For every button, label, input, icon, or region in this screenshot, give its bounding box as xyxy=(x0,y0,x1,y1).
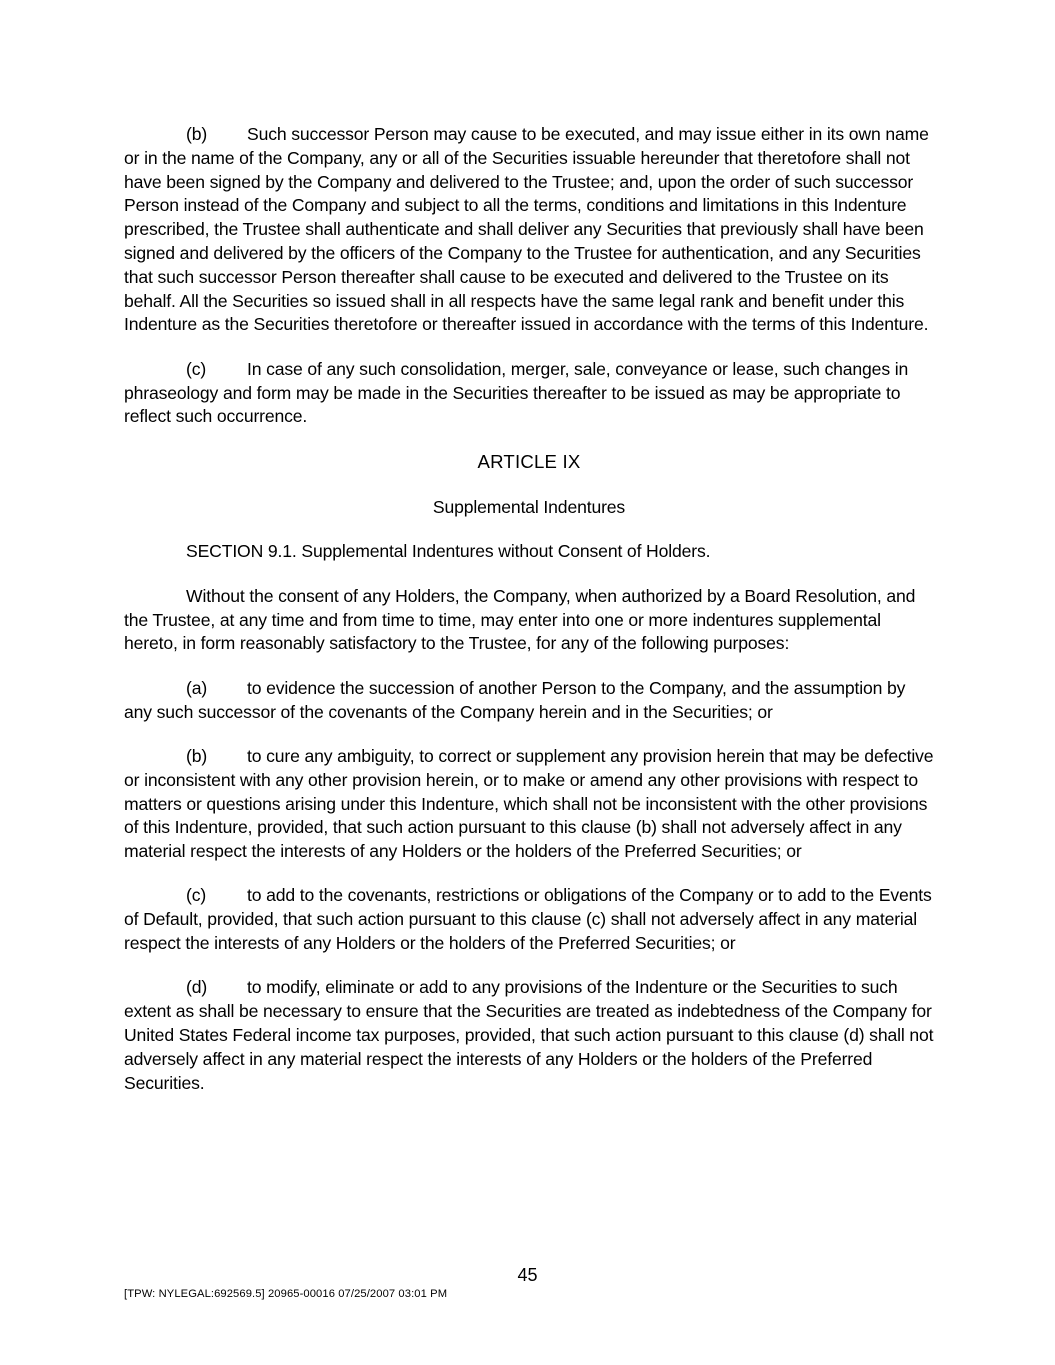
article-subtitle: Supplemental Indentures xyxy=(432,496,626,517)
paragraph-label: (c) xyxy=(186,358,207,379)
page-number: 45 xyxy=(517,1265,538,1285)
clause-text: to evidence the succession of another Person to the Company, and the assumption by any such successor of the covenants of the Company herein and in the Securities; or xyxy=(124,677,906,722)
document-footer: [TPW: NYLEGAL:692569.5] 20965-00016 07/25/2007 03:01 PM xyxy=(124,1288,448,1300)
clause-d xyxy=(124,976,934,1095)
paragraph-label: (b) xyxy=(186,124,208,144)
paragraph-text: Such successor Person may cause to be executed, and may issue either in its own name or in the name of the Company, any or all of the Securities issuable hereunder that theretofore shall not have been signed by the Company and delivered to the Trustee; and, upon the order of such successor Person instead of the Company and subject to all the terms, conditions and limitations in this Indenture prescribed, the Trustee shall authenticate and shall deliver any Securities that previously shall have been signed and delivered by the officers of the Company to the Trustee for authentication, and any Securities that such successor Person thereafter shall cause to be executed and delivered to the Trustee on its behalf. All the Securities so issued shall in all respects have the same legal rank and benefit under this Indenture as the Securities theretofore or thereafter issued in accordance with the terms of this Indenture. xyxy=(124,124,929,335)
article-heading: ARTICLE IX xyxy=(477,450,581,472)
clause-b xyxy=(124,745,934,864)
clause-text: to modify, eliminate or add to any provisions of the Indenture or the Securities to such extent as shall be necessary to ensure that the Securities are treated as indebtedness of the Company for United States Federal income tax purposes, provided, that such action pursuant to this clause (d) shall not adversely affect in any material respect the interests of any Holders or the holders of the Preferred Securities. xyxy=(124,977,934,1093)
paragraph-text: In case of any such consolidation, merger, sale, conveyance or lease, such changes in phraseology and form may be made in the Securities thereafter to be issued as may be appropriate to reflect such occurrence. xyxy=(124,358,909,427)
paragraph-b xyxy=(124,123,934,337)
clause-text: to add to the covenants, restrictions or obligations of the Company or to add to the Events of Default, provided, that such action pursuant to this clause (c) shall not adversely affect in any material respect the interests of any Holders or the holders of the Preferred Securities; or xyxy=(124,885,932,954)
clause-c xyxy=(124,884,934,955)
section-title: SECTION 9.1. Supplemental Indentures without Consent of Holders. xyxy=(186,541,711,562)
clause-label: (c) xyxy=(186,885,207,906)
clause-label: (d) xyxy=(186,977,208,998)
document-body xyxy=(124,123,934,1116)
intro-paragraph: Without the consent of any Holders, the Company, when authorized by a Board Resolution, and the Trustee, at any time and from time to time, may enter into one or more indentures supplemental hereto, in form reasonably satisfactory to the Trustee, for any of the following purposes: xyxy=(124,585,916,654)
clause-text: to cure any ambiguity, to correct or supplement any provision herein that may be defective or inconsistent with any other provision herein, or to make or amend any other provisions with respect to matters or questions arising under this Indenture, which shall not be inconsistent with the other provisions of this Indenture, provided, that such action pursuant to this clause (b) shall not adversely affect in any material respect the interests of any Holders or the holders of the Preferred Securities; or xyxy=(124,745,934,862)
clause-label: (b) xyxy=(186,745,208,766)
paragraph-c xyxy=(124,358,934,429)
clause-label: (a) xyxy=(186,677,208,698)
clause-a xyxy=(124,677,934,725)
